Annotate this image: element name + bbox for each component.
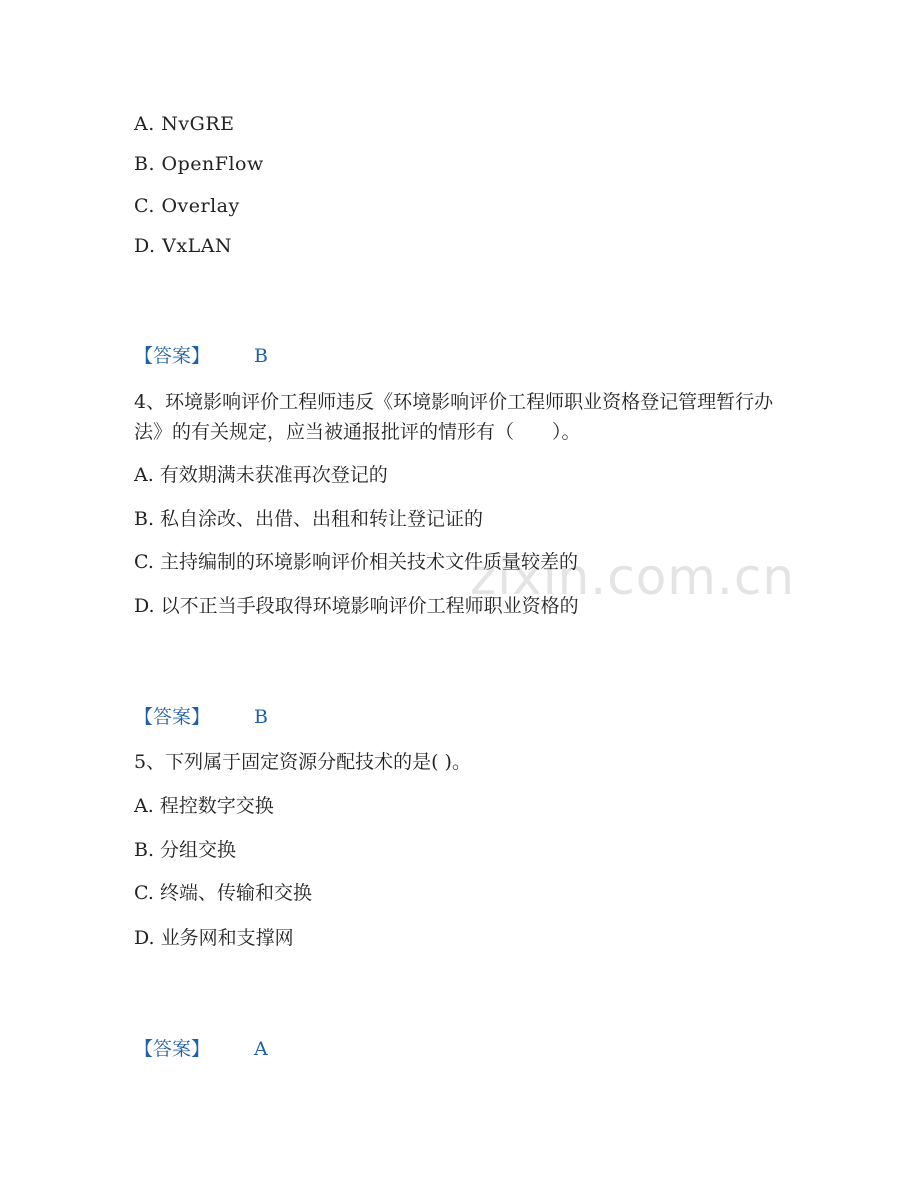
answer-label: 【答案】 bbox=[134, 1038, 211, 1060]
answer-value: B bbox=[254, 345, 268, 367]
answer-value: A bbox=[254, 1038, 268, 1060]
q3-answer bbox=[134, 345, 268, 367]
q5-option-b: B. 分组交换 bbox=[134, 839, 237, 861]
q4-option-c: C. 主持编制的环境影响评价相关技术文件质量较差的 bbox=[134, 551, 578, 573]
q4-option-b: B. 私自涂改、出借、出租和转让登记证的 bbox=[134, 508, 484, 530]
q4-option-d: D. 以不正当手段取得环境影响评价工程师职业资格的 bbox=[134, 595, 579, 617]
q5-option-a: A. 程控数字交换 bbox=[134, 795, 274, 817]
q4-option-a: A. 有效期满未获准再次登记的 bbox=[134, 464, 388, 486]
answer-label: 【答案】 bbox=[134, 345, 211, 367]
answer-label: 【答案】 bbox=[134, 706, 211, 728]
q5-question: 5、下列属于固定资源分配技术的是( )。 bbox=[134, 751, 471, 773]
q3-option-a: A. NvGRE bbox=[134, 113, 235, 135]
watermark: zixin.com.cn bbox=[470, 548, 796, 606]
answer-value: B bbox=[254, 706, 268, 728]
q3-option-b: B. OpenFlow bbox=[134, 153, 264, 175]
q3-option-d: D. VxLAN bbox=[134, 235, 233, 257]
q5-option-c: C. 终端、传输和交换 bbox=[134, 882, 312, 904]
q3-option-c: C. Overlay bbox=[134, 195, 240, 217]
q5-answer bbox=[134, 1038, 268, 1060]
q4-question: 4、环境影响评价工程师违反《环境影响评价工程师职业资格登记管理暂行办法》的有关规定，应当被通报批评的情形有（ ）。 bbox=[134, 391, 774, 443]
q4-answer bbox=[134, 706, 268, 728]
q5-option-d: D. 业务网和支撑网 bbox=[134, 927, 294, 949]
